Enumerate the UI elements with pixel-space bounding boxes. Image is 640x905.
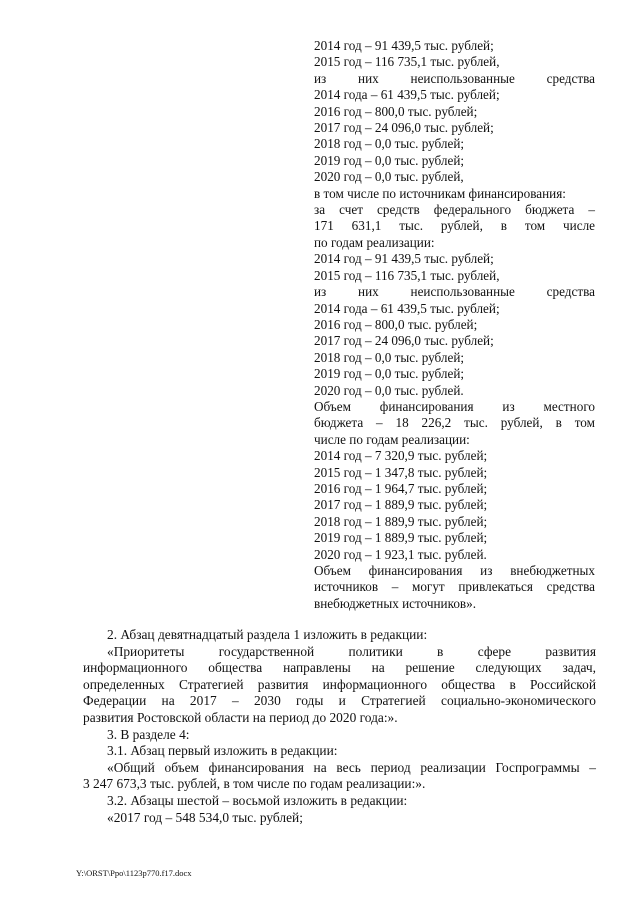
- paragraph-total-financing-quote: [83, 760, 596, 793]
- column-line: 2018 год – 0,0 тыс. рублей;: [314, 349, 465, 365]
- column-line: из них неиспользованные средства: [314, 284, 595, 300]
- column-line: за счет средств федерального бюджета –: [314, 202, 595, 218]
- column-line: 2020 год – 0,0 тыс. рублей.: [314, 382, 464, 398]
- paragraph-3-1: 3.1. Абзац первый изложить в редакции:: [107, 743, 338, 759]
- column-line: 2019 год – 0,0 тыс. рублей;: [314, 366, 465, 382]
- column-line: 171 631,1 тыс. рублей, в том числе: [314, 218, 595, 234]
- column-line: 2017 год – 1 889,9 тыс. рублей;: [314, 497, 488, 513]
- paragraph-section1-amendment: 2. Абзац девятнадцатый раздела 1 изложить в редакции:: [107, 627, 428, 642]
- column-line: источников – могут привлекаться средства: [314, 579, 595, 595]
- column-line: внебюджетных источников».: [314, 595, 477, 611]
- column-line: 2017 год – 24 096,0 тыс. рублей;: [314, 120, 494, 136]
- column-line: бюджета – 18 226,2 тыс. рублей, в том: [314, 415, 595, 431]
- financing-column: [314, 38, 595, 612]
- column-line: 2019 год – 1 889,9 тыс. рублей;: [314, 530, 488, 546]
- column-line: Объем финансирования из внебюджетных: [314, 563, 595, 578]
- column-line: 2016 год – 1 964,7 тыс. рублей;: [314, 480, 488, 496]
- paragraph-section4: 3. В разделе 4:: [107, 726, 190, 742]
- quote-line: определенных Стратегией развития информационного общества в Российской: [83, 676, 596, 692]
- column-line: 2014 год – 91 439,5 тыс. рублей;: [314, 38, 494, 53]
- column-line: Объем финансирования из местного: [314, 398, 595, 414]
- column-line: 2018 год – 0,0 тыс. рублей;: [314, 136, 465, 152]
- column-line: 2014 год – 7 320,9 тыс. рублей;: [314, 448, 488, 464]
- column-line: 2017 год – 24 096,0 тыс. рублей;: [314, 333, 494, 349]
- column-line: 2014 года – 61 439,5 тыс. рублей;: [314, 300, 500, 316]
- column-line: 2014 год – 91 439,5 тыс. рублей;: [314, 251, 494, 267]
- column-line: 2016 год – 800,0 тыс. рублей;: [314, 316, 478, 332]
- document-body: [83, 627, 596, 826]
- column-line: 2020 год – 1 923,1 тыс. рублей.: [314, 546, 487, 562]
- paragraph-2017-quote: «2017 год – 548 534,0 тыс. рублей;: [107, 809, 303, 825]
- quote-line: развития Ростовской области на период до 2020 года:».: [83, 709, 398, 725]
- column-line: числе по годам реализации:: [314, 431, 470, 447]
- paragraph-3-2: 3.2. Абзацы шестой – восьмой изложить в редакции:: [107, 792, 408, 808]
- paragraph-priorities-quote: [83, 644, 596, 727]
- column-line: 2018 год – 1 889,9 тыс. рублей;: [314, 513, 488, 529]
- quote-line: информационного общества направлены на решение следующих задач,: [83, 660, 596, 676]
- column-line: 2014 года – 61 439,5 тыс. рублей;: [314, 87, 500, 103]
- column-line: 2015 год – 116 735,1 тыс. рублей,: [314, 267, 500, 283]
- column-line: 2019 год – 0,0 тыс. рублей;: [314, 152, 465, 168]
- column-line: по годам реализации:: [314, 234, 435, 250]
- quote-line: 3 247 673,3 тыс. рублей, в том числе по годам реализации:».: [83, 776, 426, 792]
- column-line: 2020 год – 0,0 тыс. рублей,: [314, 169, 464, 185]
- column-line: 2015 год – 116 735,1 тыс. рублей,: [314, 54, 500, 70]
- column-line: в том числе по источникам финансирования:: [314, 185, 566, 201]
- quote-line: «Приоритеты государственной политики в сфере развития: [107, 643, 596, 659]
- column-line: 2015 год – 1 347,8 тыс. рублей;: [314, 464, 488, 480]
- quote-line: Федерации на 2017 – 2030 годы и Стратегией социально-экономического: [83, 693, 596, 709]
- column-line: из них неиспользованные средства: [314, 70, 595, 86]
- column-line: 2016 год – 800,0 тыс. рублей;: [314, 103, 478, 119]
- quote-line: «Общий объем финансирования на весь период реализации Госпрограммы –: [107, 759, 596, 775]
- file-path-footer: Y:\ORST\Ppo\1123p770.f17.docx: [76, 868, 192, 878]
